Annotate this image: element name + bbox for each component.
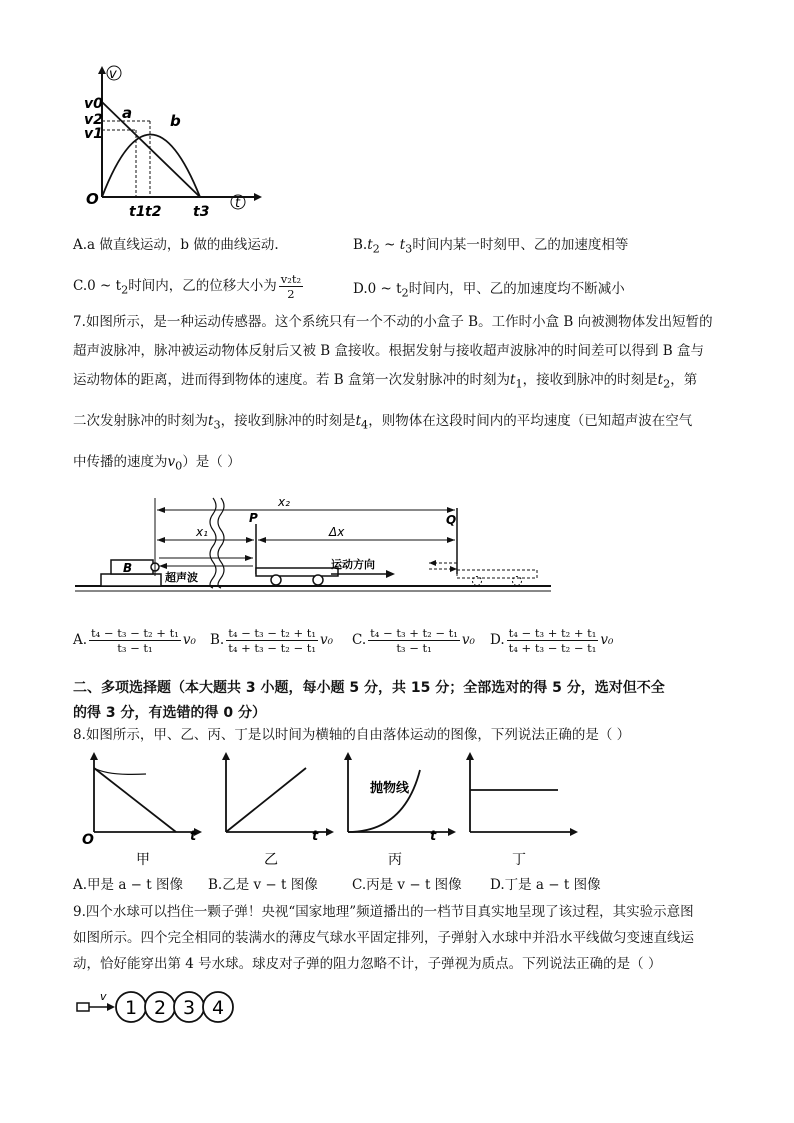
graph-label-ding: 丁 bbox=[512, 852, 526, 868]
q7-option-c[interactable]: C. $\frac{\text{t₄ − t₃ + t₂ − t₁}}{\text{t₃ − t₁}}$ v₀ bbox=[352, 626, 475, 655]
q8-stem: 8.如图所示，甲、乙、丙、丁是以时间为横轴的自由落体运动的图像，下列说法正确的是（ ） bbox=[73, 727, 631, 743]
label-x1: x₁ bbox=[196, 525, 208, 539]
q6-option-a[interactable]: A.a 做直线运动，b 做的曲线运动. bbox=[73, 237, 279, 253]
q9-line1: 9.四个水球可以挡住一颗子弹！央视“国家地理”频道播出的一档节目真实地呈现了该过程，其实验示意图 bbox=[73, 904, 694, 920]
svg-text:2: 2 bbox=[154, 997, 167, 1019]
q7-line5: 中传播的速度为$v_0$）是（ ） bbox=[73, 454, 241, 473]
q7-line3: 运动物体的距离，进而得到物体的速度。若 B 盒第一次发射脉冲的时刻为$t_1$，接收到脉冲的时刻是$t_2$，第 bbox=[73, 372, 698, 391]
q8-option-b[interactable]: B.乙是 v − t 图像 bbox=[208, 877, 318, 893]
axis-t: t bbox=[235, 196, 241, 211]
q8-graph-jia bbox=[74, 752, 204, 872]
q8-graph-yi bbox=[208, 752, 338, 872]
label-direction: 运动方向 bbox=[331, 558, 375, 571]
q7-option-d[interactable]: D. $\frac{\text{t₄ − t₃ + t₂ + t₁}}{\text{t₄ + t₃ − t₂ − t₁}}$ v₀ bbox=[490, 626, 614, 655]
label-B: B bbox=[123, 561, 133, 575]
q9-water-balls bbox=[73, 986, 243, 1032]
label-x2: x₂ bbox=[278, 495, 290, 509]
label-Q: Q bbox=[446, 513, 457, 527]
graph-label-yi: 乙 bbox=[264, 852, 278, 868]
curve-b bbox=[102, 135, 200, 198]
label-v1: v1 bbox=[84, 126, 103, 142]
svg-text:t: t bbox=[430, 829, 437, 844]
q8-option-d[interactable]: D.丁是 a − t 图像 bbox=[490, 877, 601, 893]
svg-text:4: 4 bbox=[212, 997, 225, 1019]
section-2-title-cont: 的得 3 分，有选错的得 0 分） bbox=[73, 705, 266, 721]
label-wave: 超声波 bbox=[165, 571, 198, 584]
q6-option-d[interactable]: D.0 ~ $t_2$时间内，甲、乙的加速度均不断减小 bbox=[353, 281, 625, 300]
parabola-note: 抛物线 bbox=[370, 781, 410, 796]
svg-text:v: v bbox=[100, 990, 107, 1003]
q7-option-b[interactable]: B. $\frac{\text{t₄ − t₃ − t₂ + t₁}}{\text{t₄ + t₃ − t₂ − t₁}}$ v₀ bbox=[210, 626, 334, 655]
label-v0: v0 bbox=[84, 96, 103, 112]
graph-label-bing: 丙 bbox=[388, 852, 402, 868]
axis-v: v bbox=[109, 67, 117, 82]
q6-vt-graph bbox=[76, 62, 266, 222]
svg-text:t: t bbox=[312, 829, 319, 844]
label-dx: Δx bbox=[329, 525, 345, 539]
svg-text:1: 1 bbox=[125, 997, 138, 1019]
label-t3: t3 bbox=[193, 204, 210, 220]
q6-option-c[interactable]: C.0 ~ $t_2$时间内，乙的位移大小为 $\frac{\text{v₂t₂}}{2}$ bbox=[73, 272, 302, 301]
q8-graph-ding bbox=[462, 752, 592, 872]
q8-graph-bing bbox=[334, 752, 464, 872]
label-P: P bbox=[249, 511, 258, 525]
svg-text:t: t bbox=[190, 829, 197, 844]
q8-option-a[interactable]: A.甲是 a − t 图像 bbox=[73, 877, 183, 893]
q9-line3: 动，恰好能穿出第 4 号水球。球皮对子弹的阻力忽略不计，子弹视为质点。下列说法正确的是（ ） bbox=[73, 956, 662, 972]
svg-text:3: 3 bbox=[183, 997, 196, 1019]
q7-line1: 7.如图所示，是一种运动传感器。这个系统只有一个不动的小盒子 B。工作时小盒 B 向被测物体发出短暂的 bbox=[73, 314, 713, 330]
line-a bbox=[102, 102, 200, 197]
q6-option-b[interactable]: $B.t_2$ ~ $t_3$时间内某一时刻甲、乙的加速度相等 bbox=[353, 237, 629, 256]
label-t1: t1 bbox=[129, 204, 146, 220]
q8-option-c[interactable]: C.丙是 v − t 图像 bbox=[352, 877, 462, 893]
label-t2: t2 bbox=[145, 204, 162, 220]
q9-line2: 如图所示。四个完全相同的装满水的薄皮气球水平固定排列，子弹射入水球中并沿水平线做匀变速直线运 bbox=[73, 930, 694, 946]
q7-option-a[interactable]: A. $\frac{\text{t₄ − t₃ − t₂ + t₁}}{\text{t₃ − t₁}}$ v₀ bbox=[73, 626, 196, 655]
label-b: b bbox=[170, 112, 181, 130]
q7-sensor-diagram bbox=[73, 490, 553, 602]
graph-label-jia: 甲 bbox=[136, 852, 150, 868]
svg-text:O: O bbox=[82, 832, 94, 848]
label-v2: v2 bbox=[84, 112, 103, 128]
label-a: a bbox=[122, 104, 133, 122]
label-origin: O bbox=[86, 190, 99, 208]
section-2-title: 二、多项选择题（本大题共 3 小题，每小题 5 分，共 15 分；全部选对的得 5 分，选对但不全 bbox=[73, 680, 665, 696]
q7-line4: 二次发射脉冲的时刻为$t_3$，接收到脉冲的时刻是$t_4$，则物体在这段时间内的平均速度（已知超声波在空气 bbox=[73, 413, 693, 432]
q7-line2: 超声波脉冲，脉冲被运动物体反射后又被 B 盒接收。根据发射与接收超声波脉冲的时间差可以得到 B 盒与 bbox=[73, 343, 705, 359]
